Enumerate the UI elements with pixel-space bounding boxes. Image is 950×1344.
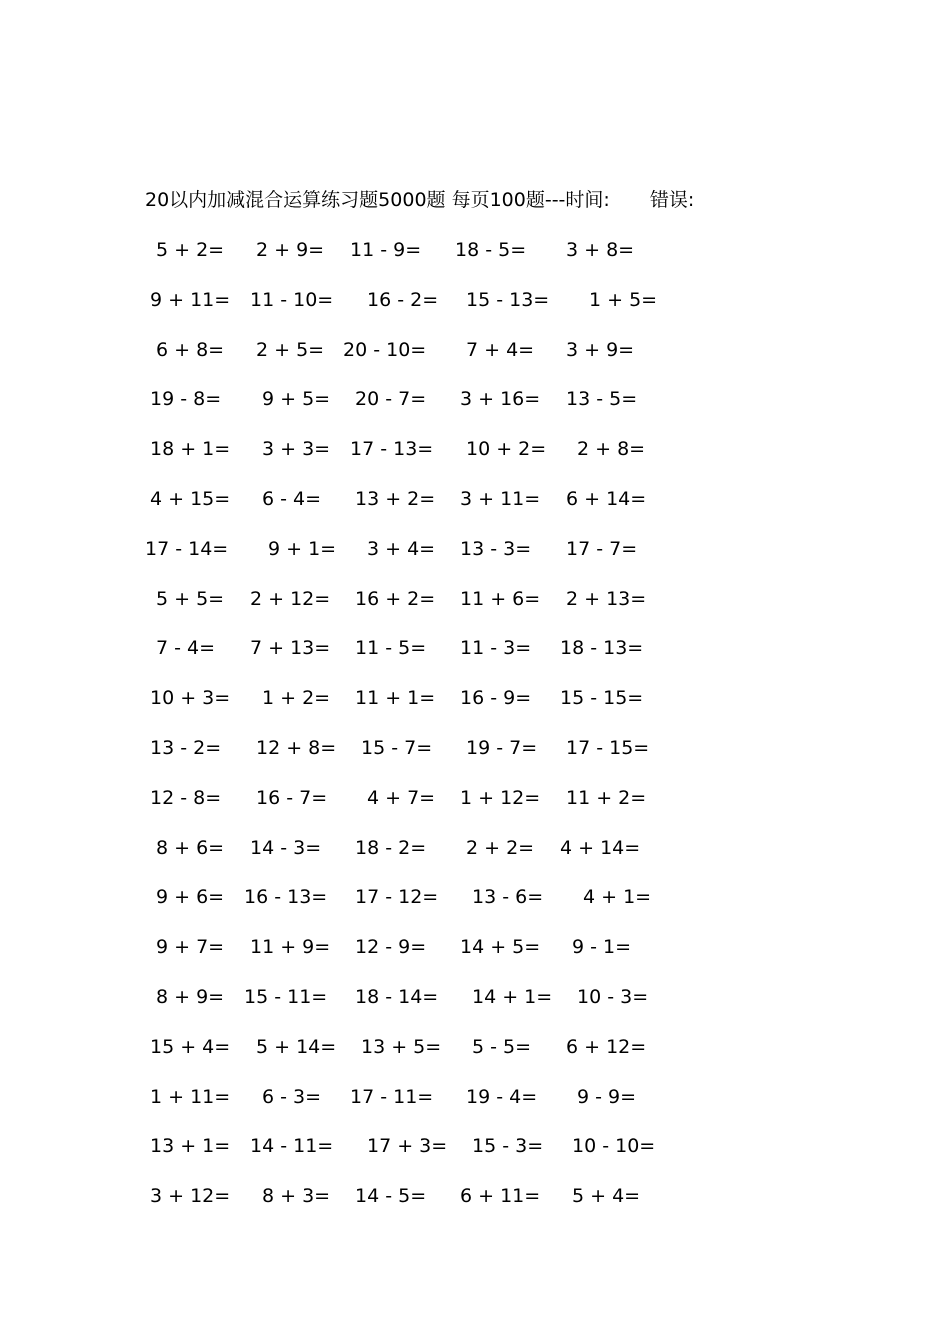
arithmetic-problem: 7 + 4=	[466, 338, 535, 361]
arithmetic-problem: 6 + 14=	[566, 488, 647, 510]
problem-row	[0, 1131, 950, 1161]
arithmetic-problem: 18 - 5=	[455, 239, 527, 261]
arithmetic-problem: 7 - 4=	[156, 637, 216, 660]
arithmetic-problem: 12 + 8=	[256, 737, 337, 759]
arithmetic-problem: 16 - 7=	[256, 786, 328, 809]
arithmetic-problem: 20 - 10=	[343, 338, 427, 361]
arithmetic-problem: 3 + 3=	[262, 438, 331, 461]
arithmetic-problem: 6 - 3=	[262, 1085, 322, 1108]
arithmetic-problem: 14 - 3=	[250, 836, 322, 859]
problem-row	[0, 1032, 950, 1062]
arithmetic-problem: 6 + 12=	[566, 1035, 647, 1058]
arithmetic-problem: 10 + 2=	[466, 438, 547, 461]
arithmetic-problem: 6 - 4=	[262, 488, 322, 510]
arithmetic-problem: 2 + 9=	[256, 239, 325, 261]
arithmetic-problem: 1 + 11=	[150, 1085, 231, 1108]
arithmetic-problem: 18 - 13=	[560, 637, 644, 660]
arithmetic-problem: 17 + 3=	[367, 1135, 448, 1158]
arithmetic-problem: 17 - 15=	[566, 737, 650, 759]
arithmetic-problem: 9 + 1=	[268, 537, 337, 560]
arithmetic-problem: 11 - 9=	[350, 239, 422, 261]
arithmetic-problem: 1 + 12=	[460, 786, 541, 809]
problem-row	[0, 384, 950, 414]
arithmetic-problem: 3 + 12=	[150, 1185, 231, 1208]
arithmetic-problem: 13 + 2=	[355, 488, 436, 510]
arithmetic-problem: 3 + 4=	[367, 537, 436, 560]
arithmetic-problem: 2 + 8=	[577, 438, 646, 461]
worksheet-title: 20以内加减混合运算练习题5000题 每页100题---时间:	[145, 189, 610, 211]
arithmetic-problem: 2 + 13=	[566, 587, 647, 610]
problem-row	[0, 235, 950, 265]
arithmetic-problem: 5 + 14=	[256, 1035, 337, 1058]
problem-row	[0, 683, 950, 713]
arithmetic-problem: 7 + 13=	[250, 637, 331, 660]
arithmetic-problem: 3 + 16=	[460, 388, 541, 411]
arithmetic-problem: 18 + 1=	[150, 438, 231, 461]
arithmetic-problem: 6 + 11=	[460, 1185, 541, 1208]
arithmetic-problem: 8 + 9=	[156, 986, 225, 1008]
arithmetic-problem: 4 + 1=	[583, 886, 652, 909]
arithmetic-problem: 15 - 7=	[361, 737, 433, 759]
problem-row	[0, 484, 950, 514]
arithmetic-problem: 17 - 11=	[350, 1085, 434, 1108]
arithmetic-problem: 20 - 7=	[355, 388, 427, 411]
arithmetic-problem: 4 + 7=	[367, 786, 436, 809]
arithmetic-problem: 12 - 8=	[150, 786, 222, 809]
problem-row	[0, 733, 950, 763]
arithmetic-problem: 17 - 14=	[145, 537, 229, 560]
arithmetic-problem: 11 + 1=	[355, 687, 436, 710]
arithmetic-problem: 5 + 5=	[156, 587, 225, 610]
problem-row	[0, 584, 950, 614]
arithmetic-problem: 13 - 5=	[566, 388, 638, 411]
arithmetic-problem: 9 + 7=	[156, 936, 225, 959]
arithmetic-problem: 13 - 6=	[472, 886, 544, 909]
arithmetic-problem: 13 + 5=	[361, 1035, 442, 1058]
problem-row	[0, 882, 950, 912]
arithmetic-problem: 14 - 11=	[250, 1135, 334, 1158]
arithmetic-problem: 15 + 4=	[150, 1035, 231, 1058]
arithmetic-problem: 5 - 5=	[472, 1035, 532, 1058]
arithmetic-problem: 14 + 1=	[472, 986, 553, 1008]
arithmetic-problem: 9 - 9=	[577, 1085, 637, 1108]
arithmetic-problem: 6 + 8=	[156, 338, 225, 361]
problem-row	[0, 434, 950, 464]
arithmetic-problem: 5 + 2=	[156, 239, 225, 261]
arithmetic-problem: 10 - 3=	[577, 986, 649, 1008]
arithmetic-problem: 9 + 11=	[150, 288, 231, 311]
arithmetic-problem: 11 - 10=	[250, 288, 334, 311]
arithmetic-problem: 11 + 2=	[566, 786, 647, 809]
arithmetic-problem: 19 - 8=	[150, 388, 222, 411]
arithmetic-problem: 2 + 5=	[256, 338, 325, 361]
arithmetic-problem: 19 - 4=	[466, 1085, 538, 1108]
arithmetic-problem: 1 + 2=	[262, 687, 331, 710]
arithmetic-problem: 16 - 2=	[367, 288, 439, 311]
arithmetic-problem: 14 - 5=	[355, 1185, 427, 1208]
arithmetic-problem: 15 - 3=	[472, 1135, 544, 1158]
arithmetic-problem: 17 - 13=	[350, 438, 434, 461]
arithmetic-problem: 15 - 15=	[560, 687, 644, 710]
arithmetic-problem: 4 + 15=	[150, 488, 231, 510]
problem-row	[0, 982, 950, 1012]
arithmetic-problem: 11 - 3=	[460, 637, 532, 660]
arithmetic-problem: 3 + 8=	[566, 239, 635, 261]
arithmetic-problem: 9 - 1=	[572, 936, 632, 959]
problem-row	[0, 783, 950, 813]
arithmetic-problem: 10 + 3=	[150, 687, 231, 710]
arithmetic-problem: 2 + 2=	[466, 836, 535, 859]
arithmetic-problem: 5 + 4=	[572, 1185, 641, 1208]
arithmetic-problem: 11 + 6=	[460, 587, 541, 610]
arithmetic-problem: 8 + 6=	[156, 836, 225, 859]
errors-label: 错误:	[649, 189, 695, 211]
problem-row	[0, 833, 950, 863]
arithmetic-problem: 17 - 7=	[566, 537, 638, 560]
arithmetic-problem: 10 - 10=	[572, 1135, 656, 1158]
arithmetic-problem: 12 - 9=	[355, 936, 427, 959]
arithmetic-problem: 18 - 2=	[355, 836, 427, 859]
arithmetic-problem: 13 - 2=	[150, 737, 222, 759]
arithmetic-problem: 8 + 3=	[262, 1185, 331, 1208]
arithmetic-problem: 16 - 13=	[244, 886, 328, 909]
problem-row	[0, 1082, 950, 1112]
problem-row	[0, 1181, 950, 1211]
arithmetic-problem: 2 + 12=	[250, 587, 331, 610]
arithmetic-problem: 16 + 2=	[355, 587, 436, 610]
arithmetic-problem: 14 + 5=	[460, 936, 541, 959]
problem-row	[0, 285, 950, 315]
problem-row	[0, 335, 950, 365]
problem-row	[0, 932, 950, 962]
arithmetic-problem: 11 - 5=	[355, 637, 427, 660]
arithmetic-problem: 9 + 5=	[262, 388, 331, 411]
arithmetic-problem: 3 + 9=	[566, 338, 635, 361]
arithmetic-problem: 11 + 9=	[250, 936, 331, 959]
arithmetic-problem: 3 + 11=	[460, 488, 541, 510]
arithmetic-problem: 16 - 9=	[460, 687, 532, 710]
problem-row	[0, 534, 950, 564]
arithmetic-problem: 15 - 13=	[466, 288, 550, 311]
arithmetic-problem: 4 + 14=	[560, 836, 641, 859]
arithmetic-problem: 13 - 3=	[460, 537, 532, 560]
arithmetic-problem: 19 - 7=	[466, 737, 538, 759]
arithmetic-problem: 1 + 5=	[589, 288, 658, 311]
arithmetic-problem: 18 - 14=	[355, 986, 439, 1008]
arithmetic-problem: 9 + 6=	[156, 886, 225, 909]
arithmetic-problem: 17 - 12=	[355, 886, 439, 909]
arithmetic-problem: 13 + 1=	[150, 1135, 231, 1158]
problem-row	[0, 633, 950, 663]
arithmetic-problem: 15 - 11=	[244, 986, 328, 1008]
